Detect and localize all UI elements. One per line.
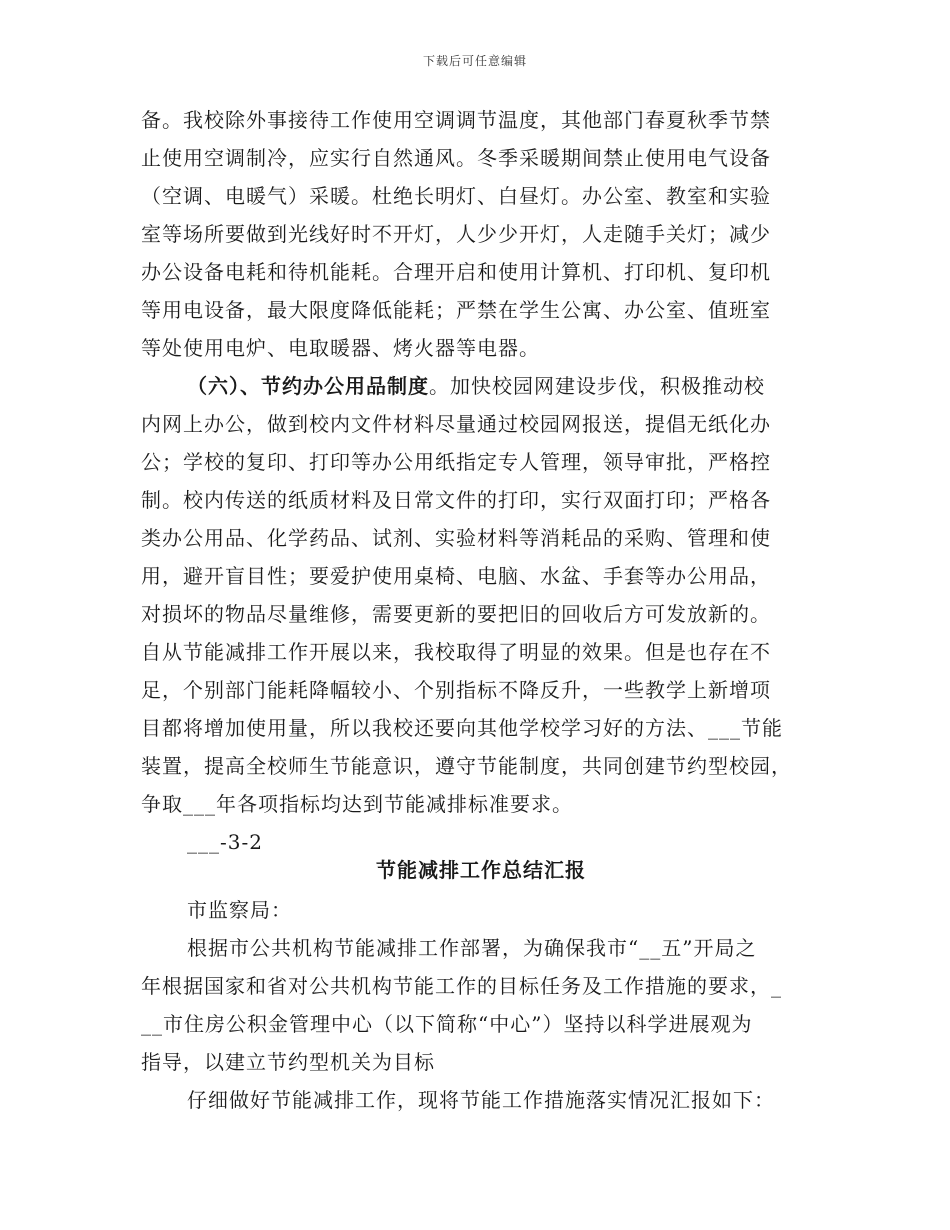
date-line: ___-3-2: [187, 830, 263, 854]
intro-line: __市住房公积金管理中心（以下简称“中心”）坚持以科学进展观为: [141, 1012, 753, 1036]
body-line: 止使用空调制冷，应实行自然通风。冬季采暖期间禁止使用电气设备: [141, 146, 771, 170]
section-six-line: 对损坏的物品尽量维修，需要更新的要把旧的回收后方可发放新的。: [141, 602, 771, 626]
section-six-line: 类办公用品、化学药品、试剂、实验材料等消耗品的采购、管理和使: [141, 526, 771, 550]
body-line: （空调、电暖气）采暖。杜绝长明灯、白昼灯。办公室、教室和实验: [141, 184, 771, 208]
conclusion-line: 装置，提高全校师生节能意识，遵守节能制度，共同创建节约型校园，: [141, 754, 792, 778]
body-line: 等用电设备，最大限度降低能耗；严禁在学生公寓、办公室、值班室: [141, 298, 771, 322]
section-six-heading: （六）、节约办公用品制度: [187, 374, 429, 398]
last-paragraph-line: 仔细做好节能减排工作，现将节能工作措施落实情况汇报如下：: [187, 1088, 775, 1112]
page-header: 下载后可任意编辑: [422, 54, 527, 68]
body-line: 备。我校除外事接待工作使用空调调节温度，其他部门春夏秋季节禁: [141, 108, 771, 132]
salutation: 市监察局：: [187, 898, 292, 922]
section-six-line: 用，避开盲目性；要爱护使用桌椅、电脑、水盆、手套等办公用品，: [141, 564, 771, 588]
report-title: 节能减排工作总结汇报: [376, 858, 586, 882]
intro-line: 指导，以建立节约型机关为目标: [141, 1050, 435, 1074]
intro-line: 年根据国家和省对公共机构节能工作的目标任务及工作措施的要求，_: [141, 974, 782, 998]
conclusion-line: 目都将增加使用量，所以我校还要向其他学校学习好的方法、___节能: [141, 716, 783, 740]
section-six-line: 公；学校的复印、打印等办公用纸指定专人管理，领导审批，严格控: [141, 450, 771, 474]
body-line: 办公设备电耗和待机能耗。合理开启和使用计算机、打印机、复印机: [141, 260, 771, 284]
conclusion-line: 争取___年各项指标均达到节能减排标准要求。: [141, 792, 573, 816]
section-six-first-line-text: 。加快校园网建设步伐，积极推动校: [429, 374, 765, 398]
body-line: 室等场所要做到光线好时不开灯，人少少开灯，人走随手关灯；减少: [141, 222, 771, 246]
conclusion-line: 自从节能减排工作开展以来，我校取得了明显的效果。但是也存在不: [141, 640, 771, 664]
conclusion-line: 足，个别部门能耗降幅较小、个别指标不降反升，一些教学上新增项: [141, 678, 771, 702]
section-six-line: 制。校内传送的纸质材料及日常文件的打印，实行双面打印；严格各: [141, 488, 771, 512]
section-six-first-line: [187, 369, 765, 403]
section-six-line: 内网上办公，做到校内文件材料尽量通过校园网报送，提倡无纸化办: [141, 412, 771, 436]
body-line: 等处使用电炉、电取暖器、烤火器等电器。: [141, 336, 540, 360]
intro-first-line: 根据市公共机构节能减排工作部署，为确保我市“__五”开局之: [187, 936, 757, 960]
